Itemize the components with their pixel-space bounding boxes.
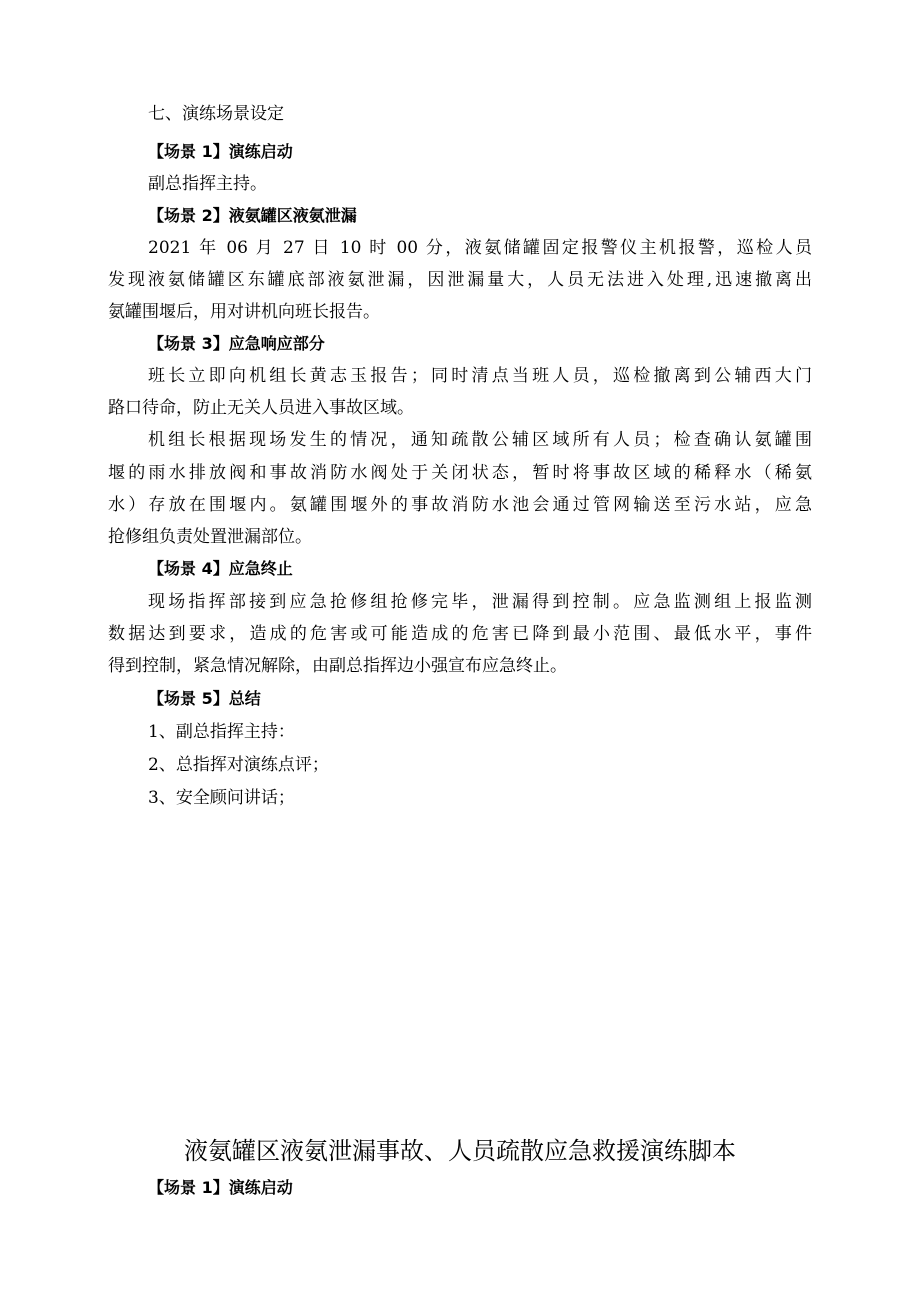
scene3-para1-line: 路口待命，防止无关人员进入事故区域。 <box>108 398 414 418</box>
scene5-item: 1、副总指挥主持： <box>148 722 295 742</box>
scene3-para2-line: 机组长根据现场发生的情况，通知疏散公辅区域所有人员；检查确认氨罐围 <box>148 430 812 450</box>
section-title: 七、演练场景设定 <box>148 104 284 124</box>
scene3-para2-line: 水）存放在围堰内。氨罐围堰外的事故消防水池会通过管网输送至污水站，应急 <box>108 495 812 515</box>
scene4-line: 得到控制，紧急情况解除，由副总指挥边小强宣布应急终止。 <box>108 656 567 676</box>
scene5-heading: 【场景 5】总结 <box>148 689 261 708</box>
scene5-item: 2、总指挥对演练点评； <box>148 755 329 775</box>
document-title: 液氨罐区液氨泄漏事故、人员疏散应急救援演练脚本 <box>184 1137 736 1165</box>
scene2-line: 发现液氨储罐区东罐底部液氨泄漏，因泄漏量大，人员无法进入处理,迅速撤离出 <box>108 270 812 290</box>
scene2-line: 2021 年 06 月 27 日 10 时 00 分，液氨储罐固定报警仪主机报警，巡检人员 <box>148 238 812 258</box>
scene3-heading: 【场景 3】应急响应部分 <box>148 334 325 353</box>
scene4-line: 数据达到要求，造成的危害或可能造成的危害已降到最小范围、最低水平，事件 <box>108 624 812 644</box>
scene3-para2-line: 抢修组负责处置泄漏部位。 <box>108 527 312 547</box>
scene5-item: 3、安全顾问讲话； <box>148 788 295 808</box>
next-scene-heading: 【场景 1】演练启动 <box>148 1178 293 1197</box>
scene4-heading: 【场景 4】应急终止 <box>148 559 293 578</box>
scene4-line: 现场指挥部接到应急抢修组抢修完毕，泄漏得到控制。应急监测组上报监测 <box>148 592 812 612</box>
scene1-text: 副总指挥主持。 <box>148 174 267 194</box>
scene3-para2-line: 堰的雨水排放阀和事故消防水阀处于关闭状态，暂时将事故区域的稀释水（稀氨 <box>108 463 812 483</box>
scene2-line: 氨罐围堰后，用对讲机向班长报告。 <box>108 302 380 322</box>
scene3-para1-line: 班长立即向机组长黄志玉报告；同时清点当班人员，巡检撤离到公辅西大门 <box>148 366 812 386</box>
scene1-heading: 【场景 1】演练启动 <box>148 142 293 161</box>
scene2-heading: 【场景 2】液氨罐区液氨泄漏 <box>148 206 357 225</box>
